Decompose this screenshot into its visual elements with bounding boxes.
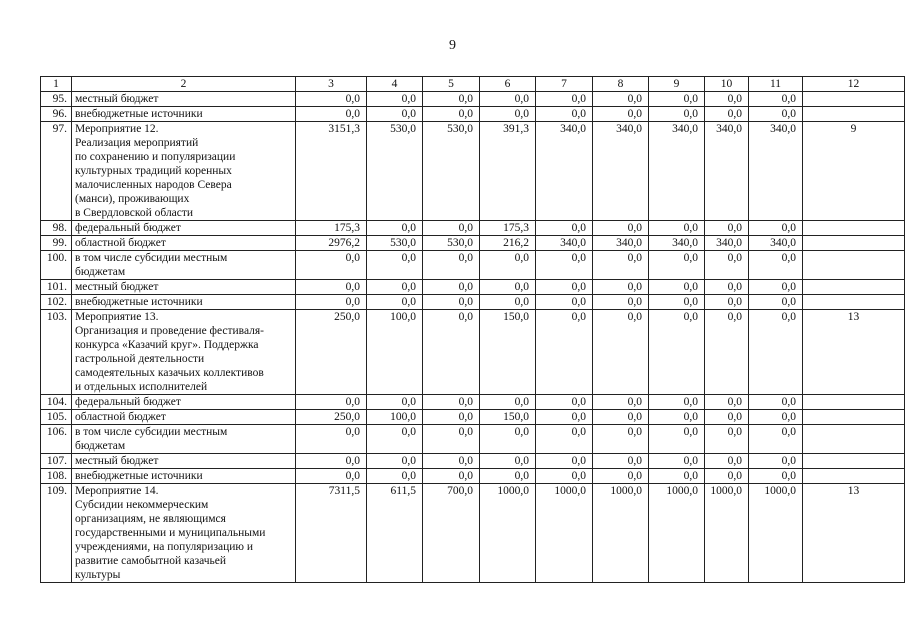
- value-cell: 0,0: [749, 454, 803, 469]
- value-cell: 0,0: [367, 469, 423, 484]
- row-description-line: местный бюджет: [75, 281, 159, 293]
- value-cell: 250,0: [296, 410, 367, 425]
- row-description-line: Мероприятие 14.: [75, 485, 159, 497]
- row-description-line: бюджетам: [75, 266, 126, 278]
- table-row: [41, 469, 905, 484]
- value-cell: 0,0: [423, 425, 480, 454]
- value-cell: 0,0: [649, 425, 705, 454]
- row-description-line: в том числе субсидии местным: [75, 252, 228, 264]
- value-cell: 0,0: [367, 221, 423, 236]
- value-cell: 340,0: [649, 122, 705, 221]
- row-number-cell: 99.: [41, 236, 72, 251]
- value-cell: 0,0: [480, 425, 536, 454]
- row-description-cell: [72, 295, 296, 310]
- value-cell: 0,0: [593, 454, 649, 469]
- table-row: [41, 484, 905, 583]
- value-cell: 0,0: [480, 395, 536, 410]
- row-number-cell: 105.: [41, 410, 72, 425]
- value-cell: 0,0: [296, 280, 367, 295]
- column-header: 3: [296, 77, 367, 92]
- row-description-cell: [72, 469, 296, 484]
- value-cell: 0,0: [480, 295, 536, 310]
- value-cell: 0,0: [367, 107, 423, 122]
- row-number-cell: 101.: [41, 280, 72, 295]
- row-description-line: в том числе субсидии местным: [75, 426, 228, 438]
- reference-cell: 9: [803, 122, 905, 221]
- value-cell: 0,0: [649, 92, 705, 107]
- value-cell: 0,0: [480, 107, 536, 122]
- value-cell: 340,0: [705, 122, 749, 221]
- value-cell: 340,0: [593, 122, 649, 221]
- value-cell: 0,0: [649, 280, 705, 295]
- row-number-cell: 109.: [41, 484, 72, 583]
- value-cell: 100,0: [367, 310, 423, 395]
- value-cell: 0,0: [705, 310, 749, 395]
- row-description-line: самодеятельных казачьих коллективов: [75, 367, 264, 379]
- value-cell: 0,0: [749, 92, 803, 107]
- value-cell: 0,0: [296, 469, 367, 484]
- value-cell: 0,0: [705, 410, 749, 425]
- row-number-cell: 102.: [41, 295, 72, 310]
- value-cell: 340,0: [749, 122, 803, 221]
- value-cell: 340,0: [749, 236, 803, 251]
- reference-cell: [803, 280, 905, 295]
- row-number-cell: 95.: [41, 92, 72, 107]
- value-cell: 0,0: [423, 454, 480, 469]
- column-header: 7: [536, 77, 593, 92]
- row-description-line: областной бюджет: [75, 411, 166, 423]
- value-cell: 340,0: [649, 236, 705, 251]
- value-cell: 0,0: [593, 395, 649, 410]
- value-cell: 0,0: [749, 280, 803, 295]
- value-cell: 0,0: [705, 295, 749, 310]
- table-header-row: [41, 77, 905, 92]
- value-cell: 175,3: [480, 221, 536, 236]
- row-description-line: конкурса «Казачий круг». Поддержка: [75, 339, 259, 351]
- value-cell: 0,0: [536, 425, 593, 454]
- row-description-cell: [72, 92, 296, 107]
- value-cell: 0,0: [749, 295, 803, 310]
- value-cell: 0,0: [593, 251, 649, 280]
- row-description-line: местный бюджет: [75, 93, 159, 105]
- row-number-cell: 107.: [41, 454, 72, 469]
- table-row: [41, 236, 905, 251]
- value-cell: 0,0: [296, 425, 367, 454]
- value-cell: 0,0: [649, 395, 705, 410]
- value-cell: 0,0: [705, 425, 749, 454]
- value-cell: 1000,0: [593, 484, 649, 583]
- value-cell: 0,0: [593, 425, 649, 454]
- reference-cell: [803, 425, 905, 454]
- reference-cell: [803, 251, 905, 280]
- value-cell: 0,0: [367, 395, 423, 410]
- table-row: [41, 280, 905, 295]
- value-cell: 0,0: [367, 425, 423, 454]
- value-cell: 0,0: [749, 221, 803, 236]
- value-cell: 100,0: [367, 410, 423, 425]
- value-cell: 0,0: [480, 469, 536, 484]
- row-description-cell: [72, 310, 296, 395]
- row-number-cell: 96.: [41, 107, 72, 122]
- value-cell: 0,0: [649, 221, 705, 236]
- value-cell: 0,0: [705, 454, 749, 469]
- value-cell: 150,0: [480, 310, 536, 395]
- value-cell: 1000,0: [705, 484, 749, 583]
- column-header: 10: [705, 77, 749, 92]
- value-cell: 0,0: [367, 280, 423, 295]
- table-row: [41, 395, 905, 410]
- value-cell: 340,0: [536, 236, 593, 251]
- value-cell: 0,0: [749, 469, 803, 484]
- value-cell: 0,0: [536, 251, 593, 280]
- row-description-cell: [72, 454, 296, 469]
- value-cell: 0,0: [536, 92, 593, 107]
- value-cell: 0,0: [367, 295, 423, 310]
- value-cell: 7311,5: [296, 484, 367, 583]
- value-cell: 0,0: [705, 92, 749, 107]
- row-description-line: Организация и проведение фестиваля-: [75, 325, 265, 337]
- value-cell: 0,0: [480, 92, 536, 107]
- reference-cell: 13: [803, 310, 905, 395]
- row-description-line: (манси), проживающих: [75, 193, 190, 205]
- value-cell: 0,0: [296, 454, 367, 469]
- value-cell: 1000,0: [480, 484, 536, 583]
- value-cell: 0,0: [593, 295, 649, 310]
- reference-cell: [803, 236, 905, 251]
- value-cell: 0,0: [705, 251, 749, 280]
- table-row: [41, 221, 905, 236]
- reference-cell: [803, 469, 905, 484]
- row-description-line: бюджетам: [75, 440, 126, 452]
- value-cell: 0,0: [367, 251, 423, 280]
- row-description-line: культурных традиций коренных: [75, 165, 232, 177]
- value-cell: 530,0: [423, 122, 480, 221]
- row-description-cell: [72, 395, 296, 410]
- value-cell: 0,0: [480, 454, 536, 469]
- value-cell: 340,0: [536, 122, 593, 221]
- value-cell: 0,0: [536, 107, 593, 122]
- value-cell: 0,0: [423, 221, 480, 236]
- row-description-line: и отдельных исполнителей: [75, 381, 208, 393]
- value-cell: 2976,2: [296, 236, 367, 251]
- value-cell: 0,0: [649, 107, 705, 122]
- row-description-cell: [72, 221, 296, 236]
- value-cell: 0,0: [705, 395, 749, 410]
- table-row: [41, 295, 905, 310]
- value-cell: 0,0: [593, 280, 649, 295]
- column-header: 9: [649, 77, 705, 92]
- table-row: [41, 410, 905, 425]
- value-cell: 0,0: [423, 107, 480, 122]
- value-cell: 0,0: [536, 395, 593, 410]
- column-header: 1: [41, 77, 72, 92]
- row-description-line: Мероприятие 12.: [75, 123, 159, 135]
- row-description-line: внебюджетные источники: [75, 108, 203, 120]
- value-cell: 0,0: [749, 107, 803, 122]
- row-description-line: малочисленных народов Севера: [75, 179, 232, 191]
- value-cell: 0,0: [423, 280, 480, 295]
- value-cell: 530,0: [367, 122, 423, 221]
- value-cell: 0,0: [593, 410, 649, 425]
- value-cell: 0,0: [749, 251, 803, 280]
- row-description-cell: [72, 484, 296, 583]
- reference-cell: [803, 92, 905, 107]
- column-header: 2: [72, 77, 296, 92]
- reference-cell: [803, 107, 905, 122]
- value-cell: 0,0: [649, 310, 705, 395]
- value-cell: 0,0: [423, 251, 480, 280]
- value-cell: 1000,0: [649, 484, 705, 583]
- value-cell: 0,0: [536, 221, 593, 236]
- row-description-line: развитие самобытной казачьей: [75, 555, 227, 567]
- row-description-line: в Свердловской области: [75, 207, 194, 219]
- value-cell: 0,0: [367, 92, 423, 107]
- row-description-line: федеральный бюджет: [75, 222, 181, 234]
- value-cell: 0,0: [423, 469, 480, 484]
- value-cell: 0,0: [649, 251, 705, 280]
- value-cell: 0,0: [649, 469, 705, 484]
- column-header: 12: [803, 77, 905, 92]
- page-number: 9: [449, 38, 456, 53]
- value-cell: 0,0: [536, 454, 593, 469]
- value-cell: 0,0: [749, 410, 803, 425]
- row-description-line: организациям, не являющимся: [75, 513, 226, 525]
- value-cell: 530,0: [367, 236, 423, 251]
- value-cell: 0,0: [536, 280, 593, 295]
- value-cell: 0,0: [423, 92, 480, 107]
- row-description-line: Субсидии некоммерческим: [75, 499, 209, 511]
- value-cell: 0,0: [649, 295, 705, 310]
- table-row: [41, 454, 905, 469]
- value-cell: 0,0: [705, 469, 749, 484]
- value-cell: 530,0: [423, 236, 480, 251]
- value-cell: 0,0: [749, 425, 803, 454]
- value-cell: 0,0: [536, 410, 593, 425]
- reference-cell: [803, 395, 905, 410]
- value-cell: 0,0: [749, 395, 803, 410]
- row-number-cell: 103.: [41, 310, 72, 395]
- value-cell: 0,0: [480, 251, 536, 280]
- row-description-line: Мероприятие 13.: [75, 311, 159, 323]
- value-cell: 340,0: [705, 236, 749, 251]
- row-description-line: федеральный бюджет: [75, 396, 181, 408]
- value-cell: 0,0: [423, 395, 480, 410]
- value-cell: 0,0: [296, 395, 367, 410]
- reference-cell: [803, 454, 905, 469]
- value-cell: 3151,3: [296, 122, 367, 221]
- value-cell: 216,2: [480, 236, 536, 251]
- value-cell: 0,0: [536, 469, 593, 484]
- table-row: [41, 122, 905, 221]
- row-description-line: по сохранению и популяризации: [75, 151, 236, 163]
- value-cell: 150,0: [480, 410, 536, 425]
- budget-table: [40, 76, 905, 583]
- value-cell: 0,0: [749, 310, 803, 395]
- reference-cell: 13: [803, 484, 905, 583]
- value-cell: 0,0: [593, 310, 649, 395]
- value-cell: 0,0: [423, 310, 480, 395]
- row-number-cell: 98.: [41, 221, 72, 236]
- table-row: [41, 107, 905, 122]
- column-header: 4: [367, 77, 423, 92]
- column-header: 8: [593, 77, 649, 92]
- value-cell: 175,3: [296, 221, 367, 236]
- value-cell: 0,0: [296, 295, 367, 310]
- row-description-line: учреждениями, на популяризацию и: [75, 541, 254, 553]
- column-header: 6: [480, 77, 536, 92]
- value-cell: 0,0: [296, 107, 367, 122]
- table-row: [41, 310, 905, 395]
- value-cell: 340,0: [593, 236, 649, 251]
- reference-cell: [803, 410, 905, 425]
- table-row: [41, 425, 905, 454]
- value-cell: 1000,0: [536, 484, 593, 583]
- value-cell: 0,0: [536, 310, 593, 395]
- table-row: [41, 251, 905, 280]
- row-description-cell: [72, 280, 296, 295]
- value-cell: 0,0: [296, 92, 367, 107]
- row-description-cell: [72, 425, 296, 454]
- value-cell: 0,0: [593, 107, 649, 122]
- row-description-line: культуры: [75, 569, 121, 581]
- row-description-line: Реализация мероприятий: [75, 137, 199, 149]
- row-description-line: государственными и муниципальными: [75, 527, 266, 539]
- value-cell: 0,0: [593, 469, 649, 484]
- row-description-line: внебюджетные источники: [75, 470, 203, 482]
- row-description-cell: [72, 122, 296, 221]
- row-description-cell: [72, 410, 296, 425]
- row-number-cell: 108.: [41, 469, 72, 484]
- value-cell: 0,0: [423, 410, 480, 425]
- row-number-cell: 100.: [41, 251, 72, 280]
- column-header: 11: [749, 77, 803, 92]
- value-cell: 0,0: [480, 280, 536, 295]
- value-cell: 0,0: [593, 221, 649, 236]
- row-number-cell: 106.: [41, 425, 72, 454]
- value-cell: 0,0: [649, 454, 705, 469]
- row-description-cell: [72, 251, 296, 280]
- value-cell: 0,0: [536, 295, 593, 310]
- value-cell: 1000,0: [749, 484, 803, 583]
- value-cell: 250,0: [296, 310, 367, 395]
- table-row: [41, 92, 905, 107]
- value-cell: 0,0: [649, 410, 705, 425]
- row-description-line: областной бюджет: [75, 237, 166, 249]
- value-cell: 700,0: [423, 484, 480, 583]
- value-cell: 0,0: [367, 454, 423, 469]
- value-cell: 0,0: [705, 221, 749, 236]
- reference-cell: [803, 221, 905, 236]
- value-cell: 0,0: [705, 107, 749, 122]
- row-description-line: местный бюджет: [75, 455, 159, 467]
- row-number-cell: 97.: [41, 122, 72, 221]
- reference-cell: [803, 295, 905, 310]
- row-description-cell: [72, 236, 296, 251]
- value-cell: 0,0: [296, 251, 367, 280]
- row-number-cell: 104.: [41, 395, 72, 410]
- value-cell: 0,0: [593, 92, 649, 107]
- value-cell: 0,0: [705, 280, 749, 295]
- value-cell: 0,0: [423, 295, 480, 310]
- row-description-line: внебюджетные источники: [75, 296, 203, 308]
- value-cell: 391,3: [480, 122, 536, 221]
- row-description-line: гастрольной деятельности: [75, 353, 205, 365]
- row-description-cell: [72, 107, 296, 122]
- column-header: 5: [423, 77, 480, 92]
- value-cell: 611,5: [367, 484, 423, 583]
